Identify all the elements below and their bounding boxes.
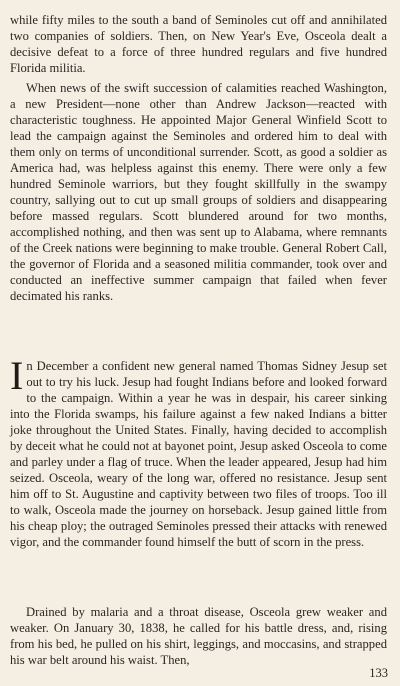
paragraph-4-block xyxy=(10,604,387,668)
page-number: 133 xyxy=(369,666,388,680)
paragraph-4: Drained by malaria and a throat disease, Osceola grew weaker and weaker. On January 30, 1838, he called for his battle dress, and, rising from his bed, he pulled on his shirt, leggings, and moccasins, and strapped his war belt around his waist. Then, xyxy=(10,605,387,667)
paragraph-1: while fifty miles to the south a band of Seminoles cut off and annihilated two companies of soldiers. Then, on New Year's Eve, Osceola dealt a decisive defeat to a force of three hundred regulars and five hundred Florida militia. xyxy=(10,13,387,75)
paragraph-2: When news of the swift succession of calamities reached Washington, a new President—none other than Andrew Jackson—reacted with characteristic toughness. He appointed Major General Winfield Scott to lead the campaign against the Seminoles and ordered him to deal with them only on terms of unconditional surrender. Scott, as good a soldier as America had, was helpless against this enemy. There were only a few hundred Seminole warriors, but they fought skillfully in the swampy country, sallying out to cut up small groups of soldiers and disappearing before massed regulars. Scott blundered around for two months, accomplished nothing, and then was sent up to Alabama, where remnants of the Creek nations were beginning to make trouble. General Robert Call, the governor of Florida and a seasoned militia commander, took over and conducted an ineffective summer campaign that failed when fever decimated his ranks. xyxy=(10,81,387,303)
paragraph-2-block xyxy=(10,80,387,304)
paragraph-1-block xyxy=(10,12,387,76)
paragraph-3-block xyxy=(10,353,387,550)
paragraph-3-drop-cap: In December a confident new general named Thomas Sidney Jesup set out to try his luck. Jesup had fought Indians before and looked forward to the campaign. Within a year he was in despair, his career sinking into the Florida swamps, his failure against a few naked Indians a bitter joke throughout the United States. Finally, having decided to accomplish by deceit what he could not at bayonet point, Jesup asked Osceola to come and parley under a flag of truce. When the leader appeared, Jesup had him seized. Osceola, weary of the long war, offered no resistance. Jesup sent him off to St. Augustine and captivity between two files of troops. Too ill to walk, Osceola made the journey on horseback. Jesup gained little from his cheap ploy; the outraged Seminoles pressed their attacks with renewed vigor, and the commander found himself the butt of scorn in the press. xyxy=(10,353,387,549)
